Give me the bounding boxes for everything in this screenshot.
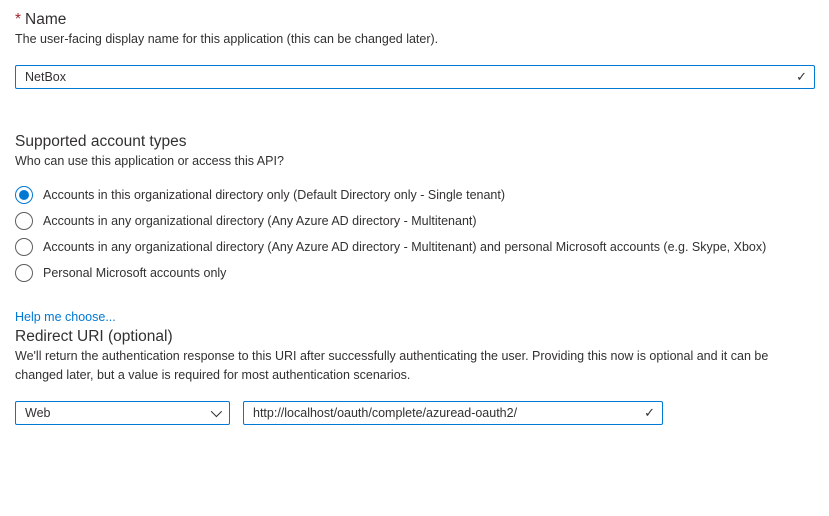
- required-asterisk: *: [15, 11, 22, 28]
- radio-option-label: Personal Microsoft accounts only: [43, 266, 227, 280]
- radio-option-label: Accounts in this organizational directory only (Default Directory only - Single tenant): [43, 188, 506, 202]
- radio-button-icon[interactable]: [15, 186, 33, 204]
- radio-option-personal-only[interactable]: [15, 263, 815, 283]
- name-description: The user-facing display name for this application (this can be changed later).: [15, 32, 439, 46]
- name-input-wrap: [15, 65, 815, 89]
- redirect-uri-row: [15, 401, 815, 425]
- radio-option-label: Accounts in any organizational directory (Any Azure AD directory - Multitenant): [43, 214, 477, 228]
- checkmark-icon: ✓: [644, 405, 655, 420]
- account-type-radio-group: [15, 185, 815, 283]
- platform-select-value: Web: [25, 406, 51, 420]
- name-input[interactable]: [15, 65, 815, 89]
- radio-option-label: Accounts in any organizational directory (Any Azure AD directory - Multitenant) and personal Microsoft accounts (e.g. Skype, Xbox): [43, 240, 767, 254]
- help-me-choose-link[interactable]: Help me choose...: [15, 310, 116, 324]
- redirect-uri-title: Redirect URI (optional): [15, 328, 173, 345]
- radio-option-multitenant[interactable]: [15, 211, 815, 231]
- radio-button-icon[interactable]: [15, 264, 33, 282]
- account-types-title: Supported account types: [15, 133, 187, 150]
- redirect-uri-input-wrap: [243, 401, 663, 425]
- redirect-uri-description: We'll return the authentication response to this URI after successfully authenticating the user. Providing this now is optional and it can be changed later, but a value is required for most authentication scenarios.: [15, 349, 769, 382]
- radio-option-multitenant-personal[interactable]: [15, 237, 815, 257]
- name-label: Name: [25, 11, 67, 28]
- radio-option-single-tenant[interactable]: [15, 185, 815, 205]
- chevron-down-icon: [211, 406, 222, 417]
- account-types-question: Who can use this application or access this API?: [15, 154, 284, 168]
- checkmark-icon: ✓: [796, 69, 807, 84]
- radio-button-icon[interactable]: [15, 238, 33, 256]
- platform-select[interactable]: [15, 401, 230, 425]
- name-section-title: [15, 9, 815, 30]
- redirect-uri-input[interactable]: [243, 401, 663, 425]
- radio-button-icon[interactable]: [15, 212, 33, 230]
